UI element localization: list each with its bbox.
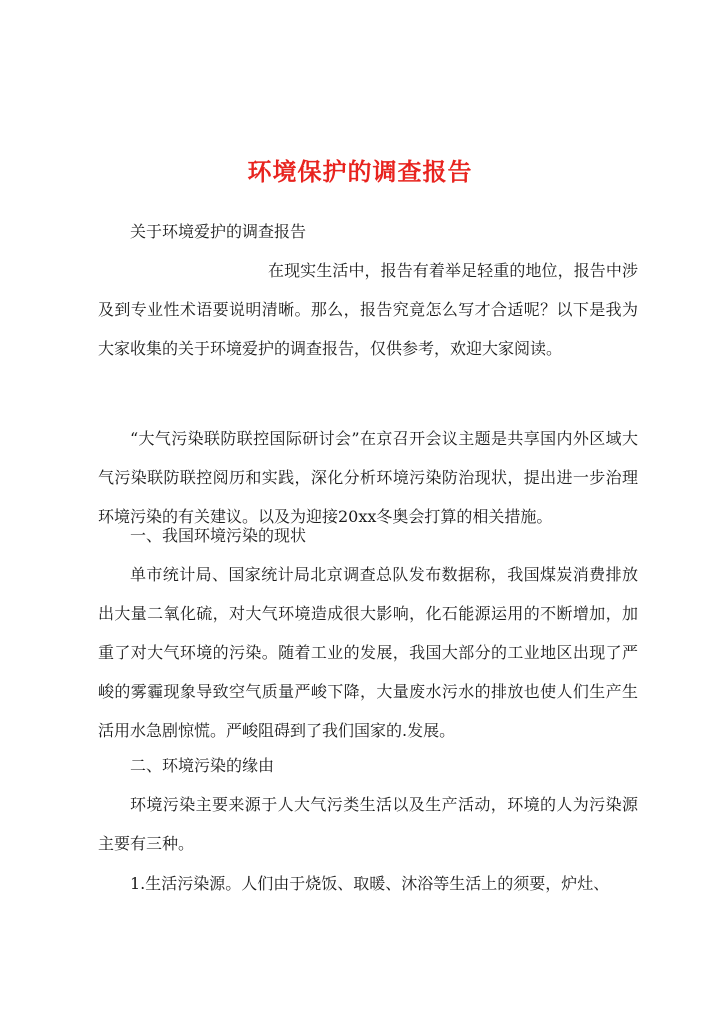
document-title: 环境保护的调查报告 (247, 157, 473, 186)
paragraph-causes: 环境污染主要来源于人大气污类生活以及生产活动，环境的人为污染源主要有三种。 (98, 795, 638, 853)
document-subtitle: 关于环境爱护的调查报告 (130, 222, 307, 241)
paragraph-current-status: 单市统计局、国家统计局北京调查总队发布数据称，我国煤炭消费排放出大量二氧化硫，对大气环境造成很大影响，化石能源运用的不断增加，加重了对大气环境的污染。随着工业的发展，我国大部分的工业地区出现了严峻的雾霾现象导致空气质量严峻下降，大量废水污水的排放也使人们生产生活用水急剧惊慌。严峻阻碍到了我们国家的.发展。 (98, 565, 638, 740)
paragraph-conference: “大气污染联防联控国际研讨会”在京召开会议主题是共享国内外区域大气污染联防联控阅历和实践，深化分析环境污染防治现状，提出进一步治理环境污染的有关建议。以及为迎接20xx冬奥会打算的相关措施。 (98, 429, 638, 526)
section-heading-current-status: 一、我国环境污染的现状 (130, 526, 307, 545)
paragraph-living-pollution: 1.生活污染源。人们由于烧饭、取暖、沐浴等生活上的须要，炉灶、 (130, 874, 610, 893)
section-heading-causes: 二、环境污染的缘由 (130, 756, 275, 775)
intro-paragraph: 在现实生活中，报告有着举足轻重的地位，报告中涉及到专业性术语要说明清晰。那么，报告究竟怎么写才合适呢？以下是我为大家收集的关于环境爱护的调查报告，仅供参考，欢迎大家阅读。 (98, 261, 638, 358)
